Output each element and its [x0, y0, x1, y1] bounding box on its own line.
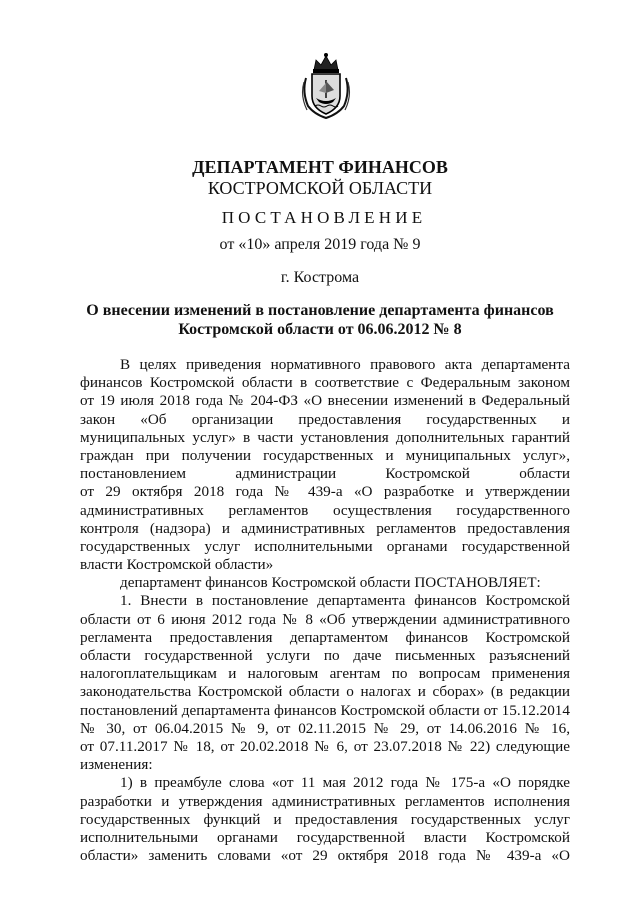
document-date: от «10» апреля 2019 года № 9 [219, 236, 421, 253]
department-name: ДЕПАРТАМЕНТ ФИНАНСОВ [192, 157, 448, 177]
document-title-line-2: Костромской области от 06.06.2012 № 8 [178, 321, 462, 338]
body-line: изменения: [80, 756, 153, 774]
document-type: ПОСТАНОВЛЕНИЕ [221, 208, 427, 227]
coat-of-arms-icon [300, 52, 352, 120]
body-line: закон «Об организации предоставления государственных и [80, 410, 570, 428]
body-line: области» заменить словами «от 29 октября 2018 года № 439-а «О [80, 847, 570, 865]
body-line: муниципальных услуг» в части установления дополнительных гарантий [80, 428, 570, 446]
document-body [80, 356, 570, 865]
body-line: В целях приведения нормативного правового акта департамента [120, 356, 570, 373]
body-line: 1. Внести в постановление департамента финансов Костромской [120, 592, 570, 610]
body-line: власти Костромской области» [80, 556, 274, 574]
body-line: государственных функций и предоставления государственных услуг [80, 810, 570, 828]
body-line: контроля (надзора) и административных регламентов предоставления [80, 519, 570, 537]
body-line: административных регламентов осуществления государственного [80, 501, 570, 519]
document-title-line-1: О внесении изменений в постановление департамента финансов [86, 302, 554, 319]
body-line: постановлений департамента финансов Костромской области от 15.12.2014 [80, 701, 570, 719]
body-line: области от 6 июня 2012 года № 8 «Об утверждении административного [80, 610, 570, 628]
body-line: исполнительными органами государственной власти Костромской [80, 828, 570, 846]
body-line: законодательства Костромской области о налогах и сборах» (в редакции [80, 683, 570, 701]
region-name: КОСТРОМСКОЙ ОБЛАСТИ [207, 178, 433, 198]
body-line: от 07.11.2017 № 18, от 20.02.2018 № 6, от 23.07.2018 № 22) следующие [80, 737, 570, 755]
body-line: разработки и утверждения административных регламентов исполнения [80, 792, 570, 810]
body-line: области государственной услуги по даче письменных разъяснений [80, 647, 570, 664]
body-line: государственных услуг исполнительными органами государственной [80, 537, 570, 555]
body-line: финансов Костромской области в соответствие с Федеральным законом [80, 374, 570, 392]
body-line: налогоплательщикам и налоговым агентам по вопросам применения [80, 665, 570, 683]
body-line: граждан при получении государственных и муниципальных услуг», [80, 446, 570, 464]
body-line: № 30, от 06.04.2015 № 9, от 02.11.2015 № 29, от 14.06.2016 № 16, [80, 719, 570, 737]
body-line: 1) в преамбуле слова «от 11 мая 2012 года № 175-а «О порядке [120, 774, 570, 792]
body-line: от 19 июля 2018 года № 204-ФЗ «О внесении изменений в Федеральный [80, 392, 570, 410]
body-line: от 29 октября 2018 года № 439-а «О разработке и утверждении [80, 483, 570, 501]
body-line: регламента предоставления департаментом финансов Костромской [80, 628, 570, 646]
document-city: г. Кострома [280, 269, 360, 286]
body-line: постановлением администрации Костромской области [80, 465, 570, 483]
body-line: департамент финансов Костромской области ПОСТАНОВЛЯЕТ: [120, 574, 541, 592]
